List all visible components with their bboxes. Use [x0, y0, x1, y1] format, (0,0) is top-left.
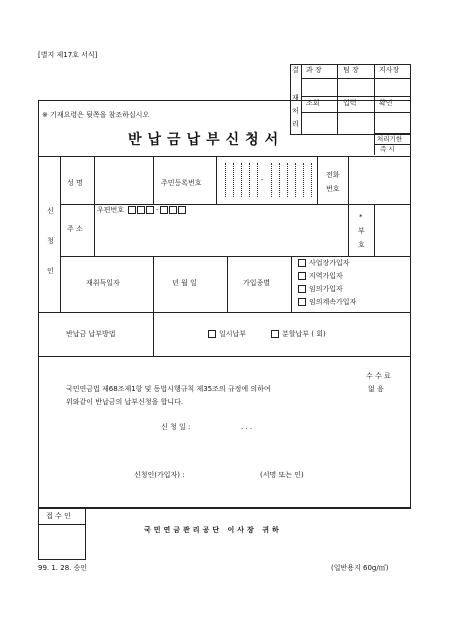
checkbox-icon[interactable] — [298, 259, 306, 267]
checkbox-icon[interactable] — [298, 272, 306, 280]
checkbox-icon[interactable] — [298, 285, 306, 293]
zipcode-label-2: 부 — [358, 227, 365, 235]
zipcode-field[interactable] — [375, 205, 410, 255]
fee-value: 없 음 — [368, 385, 384, 393]
rrn-dash: - — [261, 176, 264, 184]
approval-row-label: 결 — [292, 66, 299, 74]
postcode-label: 우편번호 — [97, 206, 125, 214]
phone-label-2: 번호 — [326, 185, 340, 193]
apply-date-value[interactable]: . . . — [241, 423, 253, 431]
paper-spec: (일반용지 60g/㎡) — [331, 564, 389, 572]
approval-confirm: 확인 — [379, 99, 393, 107]
subscription-workplace-option[interactable]: 사업장가입자 — [298, 259, 350, 267]
subscription-voluntary-option[interactable]: 임의가입자 — [298, 285, 343, 293]
payment-method-label: 반납금 납부방법 — [66, 330, 116, 338]
checkbox-icon[interactable] — [208, 330, 216, 338]
addressee: 국민연금관리공단 이사장 귀하 — [144, 526, 282, 534]
reacquisition-label: 재취득일자 — [86, 279, 120, 287]
subscription-regional-option[interactable]: 지역가입자 — [298, 272, 343, 280]
reacquisition-date[interactable]: 년 월 일 — [172, 279, 197, 287]
checkbox-icon[interactable] — [298, 298, 306, 306]
approval-team-lead: 팀 장 — [343, 66, 359, 74]
applicant-section-1: 신 — [47, 207, 54, 215]
payment-installment-option[interactable]: 분할납부 ( 회) — [271, 330, 326, 338]
form-number: [별지 제17호 서식] — [38, 51, 98, 59]
approval-date: 99. 1. 28. 승인 — [38, 564, 88, 572]
applicant-section-3: 인 — [47, 267, 54, 275]
phone-label-1: 전화 — [326, 171, 340, 179]
approval-inquiry: 조회 — [306, 99, 320, 107]
applicant-section-2: 청 — [47, 237, 54, 245]
rrn-field[interactable] — [217, 157, 316, 203]
approval-branch-head: 지사장 — [379, 66, 400, 74]
declaration-line-1: 국민연금법 제68조제1항 및 동법시행규칙 제35조의 규정에 의하여 — [66, 385, 271, 393]
fee-label: 수 수 료 — [366, 372, 391, 380]
address-label: 주 소 — [67, 225, 83, 233]
zipcode-label-1: * — [359, 213, 363, 221]
approval-input: 입력 — [343, 99, 357, 107]
processing-time-value: 즉 시 — [380, 145, 395, 153]
apply-date-label: 신 청 일 : — [161, 423, 191, 431]
declaration-line-2: 위와같이 반납금의 납부신청을 합니다. — [66, 398, 184, 406]
approval-manager: 과 장 — [306, 66, 322, 74]
rrn-label: 주민등록번호 — [161, 179, 202, 187]
signer-label: 신청인(가입자) : — [134, 471, 185, 479]
checkbox-icon[interactable] — [271, 330, 279, 338]
payment-lump-option[interactable]: 일시납부 — [208, 330, 246, 338]
signer-sign[interactable]: (서명 또는 인) — [260, 471, 304, 479]
name-field[interactable] — [95, 157, 152, 203]
form-title: 반납금납부신청서 — [128, 132, 285, 148]
address-field[interactable] — [95, 216, 347, 255]
postcode-boxes[interactable]: - — [128, 206, 187, 214]
subscription-label: 가입종별 — [243, 279, 271, 287]
receipt-label: 접 수 인 — [46, 512, 71, 520]
zipcode-label-3: 호 — [358, 241, 365, 249]
notice-text: ※ 기재요령은 뒷쪽을 참조하십시오 — [42, 111, 150, 119]
approval-side-label: 재 처 리 — [292, 94, 299, 128]
processing-time-label: 처리기한 — [377, 135, 403, 143]
subscription-continued-option[interactable]: 임의계속가입자 — [298, 298, 356, 306]
phone-field[interactable] — [349, 157, 410, 203]
name-label: 성 명 — [67, 179, 83, 187]
